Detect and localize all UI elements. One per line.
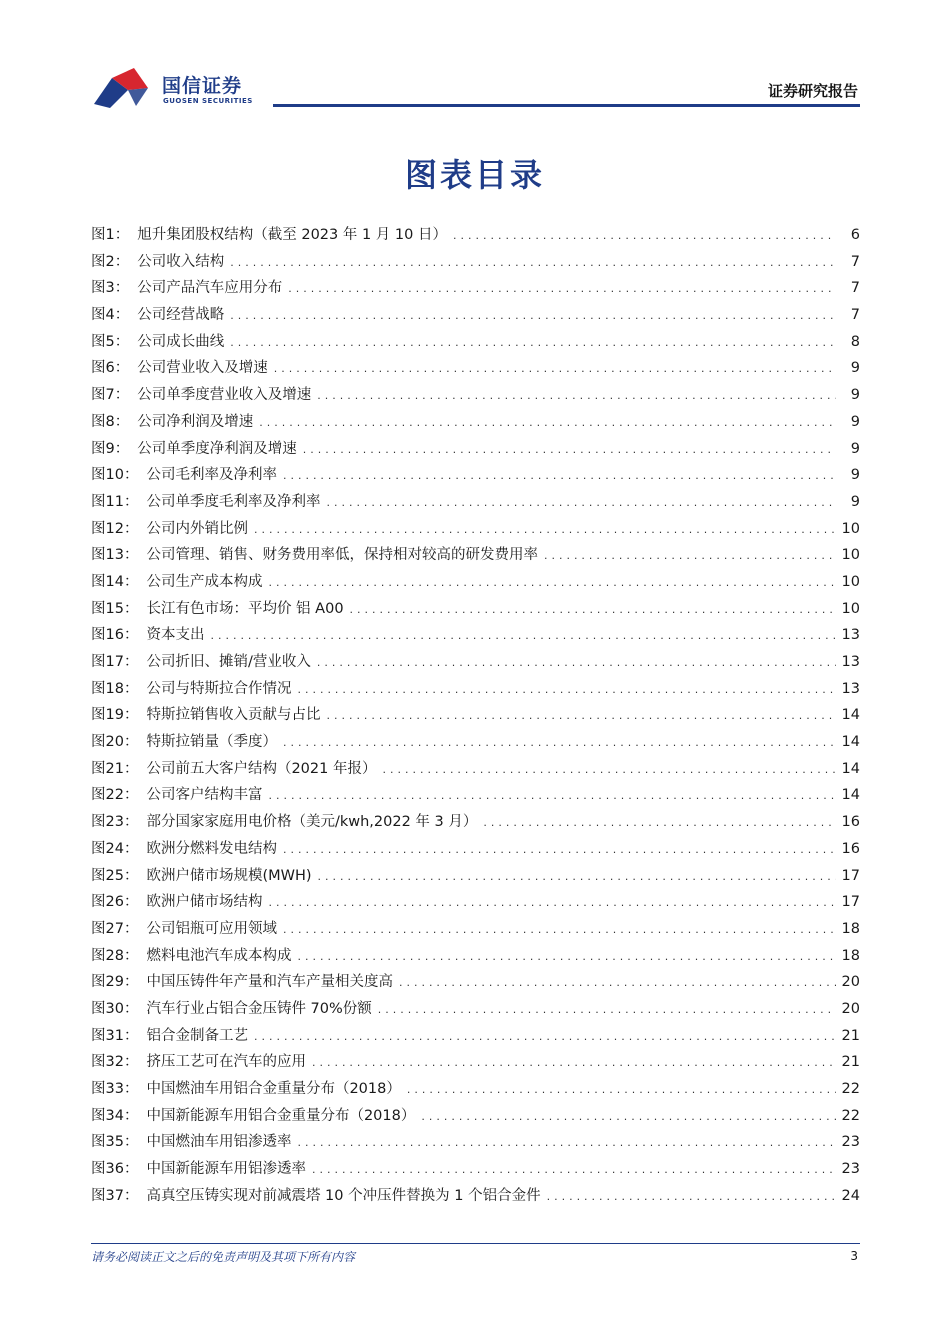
toc-figure-title: 特斯拉销量（季度）	[146, 734, 277, 751]
toc-dot-leader	[268, 890, 835, 917]
toc-entry[interactable]	[91, 489, 860, 516]
report-type-label: 证券研究报告	[767, 82, 858, 100]
toc-dot-leader	[297, 1130, 835, 1157]
toc-dot-leader	[230, 250, 836, 277]
toc-entry[interactable]	[91, 329, 860, 356]
toc-entry[interactable]	[91, 916, 860, 943]
toc-dot-leader	[378, 997, 836, 1024]
toc-page-number: 16	[841, 840, 860, 857]
toc-figure-number: 图10：	[91, 467, 139, 484]
toc-figure-title: 汽车行业占铝合金压铸件 70%份额	[146, 1000, 372, 1017]
toc-dot-leader	[283, 730, 836, 757]
toc-dot-leader	[382, 757, 835, 784]
toc-figure-title: 公司单季度营业收入及增速	[137, 387, 312, 404]
toc-figure-title: 公司生产成本构成	[146, 573, 263, 590]
toc-page-number: 17	[841, 867, 860, 884]
toc-figure-title: 中国新能源车用铝合金重量分布（2018）	[146, 1107, 416, 1124]
toc-entry[interactable]	[91, 1076, 860, 1103]
toc-page-number: 9	[850, 493, 860, 510]
toc-entry[interactable]	[91, 1103, 860, 1130]
toc-figure-title: 公司铝瓶可应用领域	[146, 920, 277, 937]
toc-dot-leader	[453, 223, 836, 250]
toc-page-number: 23	[841, 1161, 860, 1178]
toc-entry[interactable]	[91, 809, 860, 836]
toc-dot-leader	[268, 570, 835, 597]
logo-chinese-name: 国信证券	[162, 75, 243, 97]
toc-figure-title: 公司内外销比例	[146, 520, 248, 537]
toc-figure-number: 图22：	[91, 787, 139, 804]
toc-figure-number: 图6：	[91, 360, 130, 377]
toc-figure-number: 图37：	[91, 1187, 139, 1204]
toc-page-number: 22	[841, 1081, 860, 1097]
toc-entry[interactable]	[91, 302, 860, 329]
toc-figure-title: 公司单季度净利润及增速	[137, 440, 297, 457]
toc-figure-title: 公司毛利率及净利率	[146, 467, 277, 484]
header-divider	[273, 104, 860, 107]
toc-entry[interactable]	[91, 1049, 860, 1076]
toc-page-number: 9	[850, 387, 860, 404]
toc-page-number: 13	[841, 627, 860, 644]
toc-entry[interactable]	[91, 275, 860, 302]
toc-dot-leader	[547, 1184, 836, 1211]
toc-figure-number: 图21：	[91, 760, 139, 777]
toc-figure-title: 公司营业收入及增速	[137, 360, 268, 377]
toc-figure-number: 图14：	[91, 573, 139, 590]
toc-page-number: 18	[841, 920, 860, 937]
toc-figure-number: 图30：	[91, 1000, 139, 1017]
toc-page-number: 10	[841, 547, 860, 564]
toc-entry[interactable]	[91, 409, 860, 436]
toc-entry[interactable]	[91, 756, 860, 783]
toc-entry[interactable]	[91, 622, 860, 649]
toc-page-number: 7	[850, 307, 860, 324]
toc-figure-title: 欧洲户储市场结构	[146, 894, 263, 911]
toc-figure-number: 图18：	[91, 680, 139, 697]
toc-figure-title: 公司客户结构丰富	[146, 787, 263, 804]
toc-page-number: 9	[850, 440, 860, 457]
toc-figure-title: 公司管理、销售、财务费用率低，保持相对较高的研发费用率	[146, 547, 538, 564]
page-title: 图表目录	[404, 156, 545, 194]
toc-figure-number: 图23：	[91, 814, 139, 831]
toc-entry[interactable]	[91, 542, 860, 569]
toc-entry[interactable]	[91, 1183, 860, 1210]
toc-dot-leader	[399, 970, 836, 997]
toc-page-number: 13	[841, 654, 860, 670]
toc-dot-leader	[230, 330, 836, 357]
toc-page-number: 20	[841, 1000, 860, 1017]
toc-figure-number: 图36：	[91, 1161, 139, 1178]
toc-figure-number: 图29：	[91, 974, 139, 991]
toc-dot-leader	[210, 623, 835, 650]
toc-entry[interactable]	[91, 222, 860, 249]
toc-figure-number: 图13：	[91, 547, 139, 564]
footer-divider	[91, 1243, 860, 1244]
toc-entry[interactable]	[91, 676, 860, 703]
toc-page-number: 7	[850, 253, 860, 270]
toc-figure-number: 图7：	[91, 387, 130, 404]
toc-entry[interactable]	[91, 782, 860, 809]
toc-page-number: 6	[850, 227, 860, 243]
toc-dot-leader	[230, 303, 836, 330]
toc-figure-number: 图31：	[91, 1027, 139, 1044]
toc-figure-number: 图3：	[91, 280, 130, 297]
toc-figure-number: 图35：	[91, 1134, 139, 1151]
toc-figure-number: 图1：	[91, 227, 130, 243]
toc-figure-number: 图32：	[91, 1054, 139, 1071]
toc-figure-number: 图8：	[91, 413, 130, 430]
toc-dot-leader	[350, 597, 836, 624]
toc-dot-leader	[326, 703, 835, 730]
toc-figure-title: 公司折旧、摊销/营业收入	[146, 654, 311, 670]
toc-dot-leader	[312, 1157, 836, 1184]
toc-page-number: 10	[841, 573, 860, 590]
toc-dot-leader	[283, 837, 836, 864]
toc-dot-leader	[312, 1050, 836, 1077]
toc-figure-number: 图25：	[91, 867, 139, 884]
toc-figure-title: 挤压工艺可在汽车的应用	[146, 1054, 306, 1071]
toc-dot-leader	[259, 410, 836, 437]
toc-entry[interactable]	[91, 863, 860, 890]
toc-figure-title: 燃料电池汽车成本构成	[146, 947, 292, 964]
toc-page-number: 9	[850, 360, 860, 377]
toc-page-number: 10	[841, 600, 860, 617]
toc-figure-number: 图20：	[91, 734, 139, 751]
company-logo	[92, 66, 272, 112]
toc-entry[interactable]	[91, 436, 860, 463]
toc-figure-title: 公司收入结构	[137, 253, 225, 270]
toc-dot-leader	[317, 650, 836, 677]
toc-dot-leader	[318, 864, 836, 891]
toc-figure-number: 图12：	[91, 520, 139, 537]
toc-figure-title: 欧洲分燃料发电结构	[146, 840, 277, 857]
toc-dot-leader	[407, 1077, 836, 1104]
toc-entry[interactable]	[91, 1023, 860, 1050]
toc-entry[interactable]	[91, 1129, 860, 1156]
toc-figure-title: 高真空压铸实现对前减震塔 10 个冲压件替换为 1 个铝合金件	[146, 1187, 541, 1204]
toc-page-number: 23	[841, 1134, 860, 1151]
toc-entry[interactable]	[91, 249, 860, 276]
toc-figure-number: 图19：	[91, 707, 139, 724]
toc-dot-leader	[297, 677, 835, 704]
toc-entry[interactable]	[91, 649, 860, 676]
toc-dot-leader	[283, 463, 836, 490]
toc-figure-number: 图33：	[91, 1081, 139, 1097]
toc-dot-leader	[288, 276, 836, 303]
toc-dot-leader	[297, 944, 835, 971]
toc-figure-title: 欧洲户储市场规模(MWH)	[146, 867, 312, 884]
toc-page-number: 14	[841, 734, 860, 751]
toc-figure-number: 图2：	[91, 253, 130, 270]
toc-figure-title: 公司净利润及增速	[137, 413, 254, 430]
toc-figure-title: 旭升集团股权结构（截至 2023 年 1 月 10 日）	[137, 227, 447, 243]
toc-entry[interactable]	[91, 516, 860, 543]
toc-page-number: 10	[841, 520, 860, 537]
toc-entry[interactable]	[91, 889, 860, 916]
toc-figure-number: 图26：	[91, 894, 139, 911]
toc-page-number: 24	[841, 1187, 860, 1204]
toc-figure-number: 图15：	[91, 600, 139, 617]
toc-dot-leader	[317, 383, 836, 410]
toc-entry[interactable]	[91, 1156, 860, 1183]
toc-entry[interactable]	[91, 462, 860, 489]
toc-figure-number: 图5：	[91, 333, 130, 350]
page-number: 3	[850, 1249, 858, 1263]
figure-table-of-contents	[91, 222, 860, 1209]
toc-page-number: 9	[850, 467, 860, 484]
toc-figure-title: 公司经营战略	[137, 307, 225, 324]
toc-dot-leader	[303, 437, 836, 464]
toc-figure-title: 中国燃油车用铝合金重量分布（2018）	[146, 1081, 401, 1097]
toc-page-number: 8	[850, 333, 860, 350]
toc-dot-leader	[274, 356, 836, 383]
toc-page-number: 14	[841, 707, 860, 724]
page-header	[0, 0, 950, 115]
toc-entry[interactable]	[91, 996, 860, 1023]
toc-figure-number: 图24：	[91, 840, 139, 857]
toc-figure-number: 图11：	[91, 493, 139, 510]
toc-figure-title: 部分国家家庭用电价格（美元/kwh,2022 年 3 月）	[146, 814, 478, 831]
toc-page-number: 21	[841, 1054, 860, 1071]
toc-figure-title: 公司与特斯拉合作情况	[146, 680, 292, 697]
toc-dot-leader	[421, 1104, 835, 1131]
toc-figure-number: 图9：	[91, 440, 130, 457]
toc-page-number: 13	[841, 680, 860, 697]
logo-english-name: GUOSEN SECURITIES	[163, 97, 253, 105]
toc-page-number: 16	[841, 814, 860, 831]
toc-figure-number: 图17：	[91, 654, 139, 670]
toc-figure-title: 公司单季度毛利率及净利率	[146, 493, 321, 510]
toc-dot-leader	[268, 783, 835, 810]
toc-figure-title: 中国燃油车用铝渗透率	[146, 1134, 292, 1151]
toc-page-number: 7	[850, 280, 860, 297]
toc-entry[interactable]	[91, 969, 860, 996]
toc-dot-leader	[544, 543, 836, 570]
toc-figure-title: 中国压铸件年产量和汽车产量相关度高	[146, 974, 393, 991]
toc-entry[interactable]	[91, 596, 860, 623]
toc-page-number: 21	[841, 1027, 860, 1044]
toc-entry[interactable]	[91, 702, 860, 729]
toc-entry[interactable]	[91, 355, 860, 382]
toc-page-number: 14	[841, 760, 860, 777]
toc-page-number: 17	[841, 894, 860, 911]
toc-entry[interactable]	[91, 836, 860, 863]
toc-page-number: 14	[841, 787, 860, 804]
toc-dot-leader	[283, 917, 836, 944]
toc-entry[interactable]	[91, 569, 860, 596]
toc-figure-title: 特斯拉销售收入贡献与占比	[146, 707, 321, 724]
toc-figure-title: 铝合金制备工艺	[146, 1027, 248, 1044]
toc-page-number: 22	[841, 1107, 860, 1124]
toc-dot-leader	[254, 1024, 836, 1051]
toc-entry[interactable]	[91, 382, 860, 409]
toc-page-number: 20	[841, 974, 860, 991]
toc-dot-leader	[254, 517, 836, 544]
toc-figure-number: 图27：	[91, 920, 139, 937]
toc-figure-title: 公司成长曲线	[137, 333, 225, 350]
toc-page-number: 9	[850, 413, 860, 430]
toc-figure-title: 公司产品汽车应用分布	[137, 280, 283, 297]
toc-figure-title: 长江有色市场：平均价 铝 A00	[146, 600, 344, 617]
toc-figure-number: 图4：	[91, 307, 130, 324]
toc-entry[interactable]	[91, 729, 860, 756]
toc-dot-leader	[326, 490, 836, 517]
toc-figure-number: 图16：	[91, 627, 139, 644]
toc-figure-title: 公司前五大客户结构（2021 年报）	[146, 760, 377, 777]
toc-figure-title: 资本支出	[146, 627, 205, 644]
toc-figure-title: 中国新能源车用铝渗透率	[146, 1161, 306, 1178]
toc-figure-number: 图34：	[91, 1107, 139, 1124]
toc-entry[interactable]	[91, 943, 860, 970]
footer-disclaimer: 请务必阅读正文之后的免责声明及其项下所有内容	[91, 1250, 356, 1264]
toc-page-number: 18	[841, 947, 860, 964]
guosen-logo-icon	[92, 66, 158, 110]
toc-dot-leader	[483, 810, 835, 837]
toc-figure-number: 图28：	[91, 947, 139, 964]
